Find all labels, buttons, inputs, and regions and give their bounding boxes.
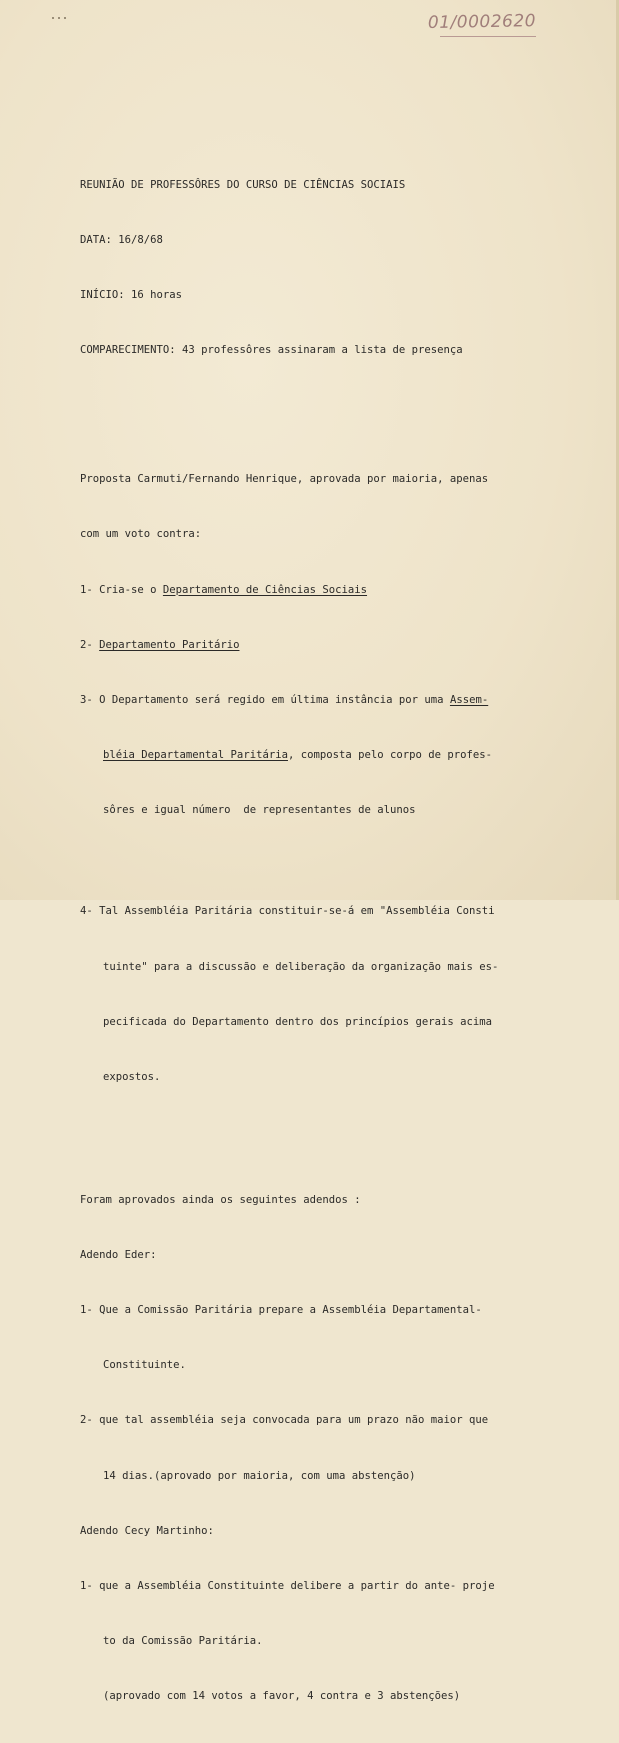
meeting-title: REUNIÃO DE PROFESSÔRES DO CURSO DE CIÊNCIAS SOCIAIS <box>80 178 406 191</box>
proposal-intro-line1: Proposta Carmuti/Fernando Henrique, aprovada por maioria, apenas <box>80 473 489 486</box>
item-text: 2- <box>80 638 100 651</box>
blank-line <box>80 397 600 415</box>
underlined-text: Departamento Paritário <box>99 638 240 651</box>
amendments-intro: Foram aprovados ainda os seguintes adendos : <box>80 1193 361 1206</box>
spacer <box>80 857 600 866</box>
stray-marks <box>52 6 76 16</box>
archive-id-stamp: 01/0002620 <box>427 11 537 34</box>
amendment-eder-1-line1: 1- Que a Comissão Paritária prepare a Assembléia Departamental- <box>80 1303 482 1316</box>
spacer <box>80 1123 600 1135</box>
proposal-item-3-line3: sôres e igual número de representantes de alunos <box>103 804 416 817</box>
amendment-eder-2-line2: 14 dias.(aprovado por maioria, com uma abstenção) <box>103 1469 416 1482</box>
proposal-item-1 <box>80 581 600 599</box>
amendment-eder-1-line2: Constituinte. <box>103 1359 186 1372</box>
proposal-item-4-line4: expostos. <box>103 1071 161 1084</box>
meeting-start: INÍCIO: 16 horas <box>80 289 183 302</box>
proposal-item-3-line2 <box>80 746 600 764</box>
document-body <box>80 139 600 1743</box>
amendment-cecy-1-line3: (aprovado com 14 votos a favor, 4 contra e 3 abstenções) <box>103 1690 461 1703</box>
proposal-item-4-line2: tuinte" para a discussão e deliberação da organização mais es- <box>103 960 499 973</box>
amendment-eder-title: Adendo Eder: <box>80 1248 157 1261</box>
item-text: , composta pelo corpo de profes- <box>287 749 493 762</box>
amendment-eder-2-line1: 2- que tal assembléia seja convocada para um prazo não maior que <box>80 1414 489 1427</box>
item-text: 3- O Departamento será regido em última instância por uma <box>80 694 450 707</box>
proposal-item-3-line1 <box>80 691 600 709</box>
amendment-cecy-1-line2: to da Comissão Paritária. <box>103 1635 263 1648</box>
meeting-date: DATA: 16/8/68 <box>80 234 163 247</box>
archive-id-underline <box>440 36 536 37</box>
underlined-text: Departamento de Ciências Sociais <box>162 583 368 596</box>
amendment-cecy-1-line1: 1- que a Assembléia Constituinte delibere a partir do ante- proje <box>80 1579 495 1592</box>
item-text: 1- Cria-se o <box>80 583 163 596</box>
proposal-item-4-line1: 4- Tal Assembléia Paritária constituir-se-á em "Assembléia Consti <box>80 905 495 918</box>
proposal-item-4-line3: pecificada do Departamento dentro dos princípios gerais acima <box>103 1015 493 1028</box>
proposal-intro-line2: com um voto contra: <box>80 528 202 541</box>
underlined-text: bléia Departamental Paritária <box>103 749 288 762</box>
proposal-item-2 <box>80 636 600 654</box>
meeting-attendance: COMPARECIMENTO: 43 professôres assinaram a lista de presença <box>80 344 463 357</box>
underlined-text: Assem- <box>449 694 489 707</box>
amendment-cecy-title: Adendo Cecy Martinho: <box>80 1524 214 1537</box>
